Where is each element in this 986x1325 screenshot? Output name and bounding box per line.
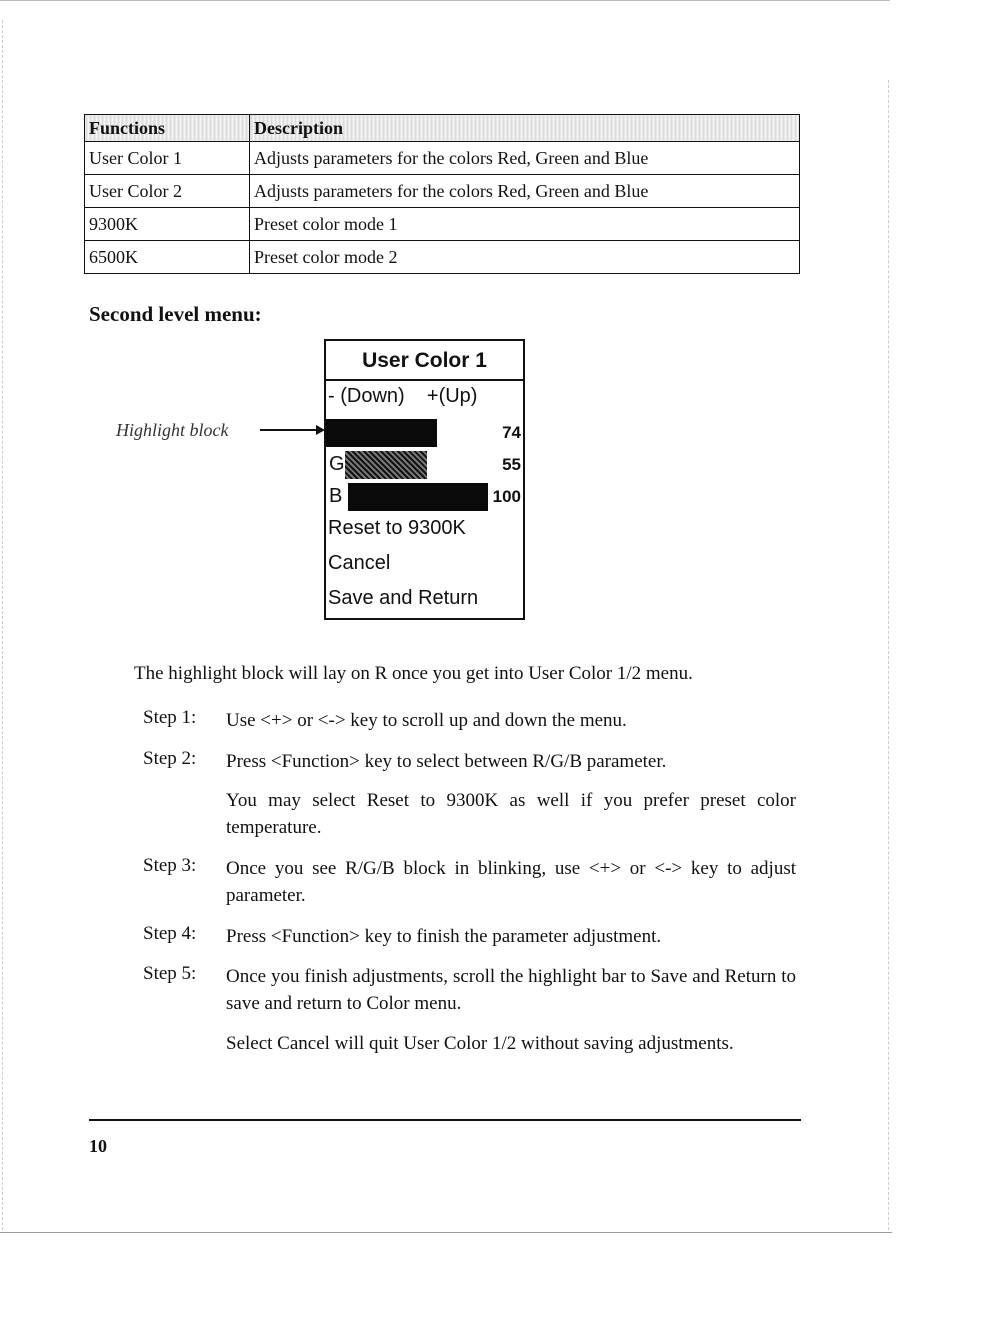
step-text: Press <Function> key to select between R/G/B parameter. xyxy=(226,751,667,772)
osd-bar-fill xyxy=(345,451,427,479)
table-cell-function: User Color 2 xyxy=(85,175,250,208)
step-text: Use <+> or <-> key to scroll up and down the menu. xyxy=(226,710,627,731)
osd-menu-title: User Color 1 xyxy=(326,341,523,381)
table-row xyxy=(85,208,800,241)
scan-edge-bottom xyxy=(0,1232,892,1233)
osd-bar-letter: G xyxy=(329,453,345,475)
page-number: 10 xyxy=(89,1136,107,1156)
table-row xyxy=(85,241,800,274)
step-label: Step 2: xyxy=(143,748,197,769)
step-note: Select Cancel will quit User Color 1/2 without saving adjustments. xyxy=(226,1033,734,1054)
step-text: Once you see R/G/B block in blinking, use <+> or <-> key to adjust parameter. xyxy=(226,858,796,906)
functions-table xyxy=(84,114,800,274)
table-header-functions: Functions xyxy=(85,115,250,142)
scan-edge-top xyxy=(0,0,890,1)
step-text: Press <Function> key to finish the parameter adjustment. xyxy=(226,926,662,947)
osd-bar-letter: B xyxy=(329,485,343,507)
osd-bar-value: 100 xyxy=(492,487,521,506)
step-label: Step 4: xyxy=(143,923,197,944)
osd-bar-value: 55 xyxy=(502,455,521,474)
osd-bar-fill xyxy=(326,419,437,447)
step-note: You may select Reset to 9300K as well if you prefer preset color temperature. xyxy=(226,790,796,838)
table-cell-function: 9300K xyxy=(85,208,250,241)
osd-item-save-return[interactable]: Save and Return xyxy=(328,587,479,609)
osd-menu xyxy=(324,339,525,620)
osd-bar-row-g[interactable] xyxy=(326,451,523,479)
step-label: Step 5: xyxy=(143,963,197,984)
table-cell-description: Preset color mode 1 xyxy=(250,208,800,241)
scan-edge-left xyxy=(2,20,4,1230)
highlight-arrow-line xyxy=(260,429,318,431)
table-header-row xyxy=(85,115,800,142)
osd-bar-fill xyxy=(348,483,488,511)
table-cell-description: Adjusts parameters for the colors Red, Green and Blue xyxy=(250,175,800,208)
osd-bar-row-b[interactable] xyxy=(326,483,523,511)
step-label: Step 1: xyxy=(143,707,197,728)
intro-paragraph: The highlight block will lay on R once you get into User Color 1/2 menu. xyxy=(134,663,693,684)
step-text: Once you finish adjustments, scroll the highlight bar to Save and Return to save and return to Color menu. xyxy=(226,966,796,1014)
table-row xyxy=(85,175,800,208)
scan-edge-right xyxy=(888,80,890,1230)
table-cell-description: Preset color mode 2 xyxy=(250,241,800,274)
footer-rule xyxy=(89,1119,801,1121)
table-cell-function: 6500K xyxy=(85,241,250,274)
highlight-block-label: Highlight block xyxy=(116,420,229,440)
osd-item-cancel[interactable]: Cancel xyxy=(328,552,391,574)
table-header-description: Description xyxy=(250,115,800,142)
table-cell-function: User Color 1 xyxy=(85,142,250,175)
table-cell-description: Adjusts parameters for the colors Red, Green and Blue xyxy=(250,142,800,175)
osd-item-reset[interactable]: Reset to 9300K xyxy=(328,517,466,539)
osd-bar-row-r[interactable] xyxy=(326,419,523,447)
section-heading: Second level menu: xyxy=(89,302,262,326)
osd-controls-hint: - (Down) +(Up) xyxy=(328,385,478,407)
osd-bar-value: 74 xyxy=(502,423,521,442)
step-label: Step 3: xyxy=(143,855,197,876)
table-row xyxy=(85,142,800,175)
